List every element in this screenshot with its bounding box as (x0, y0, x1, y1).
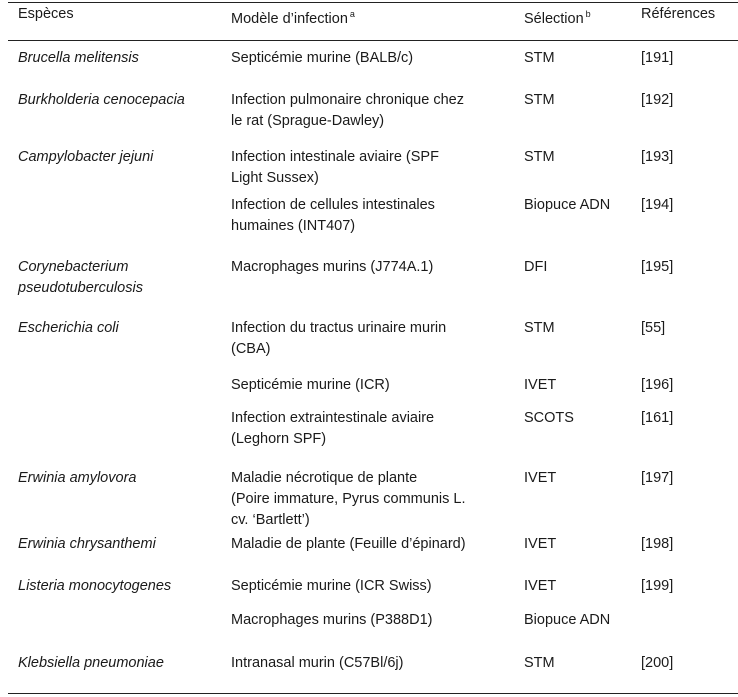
header-selection-note: b (585, 9, 591, 19)
header-species: Espèces (18, 6, 74, 22)
infection-model-cell: Infection pulmonaire chronique chez le rat (Sprague-Dawley) (231, 92, 464, 129)
species-cell: Listeria monocytogenes (18, 578, 172, 594)
species-cell: Burkholderia cenocepacia (18, 92, 185, 108)
species-cell: Erwinia chrysanthemi (18, 536, 156, 552)
infection-model-cell: Infection extraintestinale aviaire (Leghorn SPF) (231, 410, 435, 447)
selection-cell: STM (524, 149, 555, 165)
infection-model-cell: Macrophages murins (J774A.1) (231, 259, 434, 275)
infection-model-cell: Maladie de plante (Feuille d’épinard) (231, 536, 466, 552)
infection-model-cell: Septicémie murine (ICR) (231, 377, 390, 393)
header-model-note: a (349, 9, 355, 19)
reference-cell: [200] (641, 655, 674, 671)
reference-cell: [195] (641, 259, 674, 275)
selection-cell: DFI (524, 259, 548, 275)
selection-cell: IVET (524, 578, 557, 594)
selection-cell: STM (524, 92, 555, 108)
table-top-rule (8, 2, 738, 3)
reference-cell: [199] (641, 578, 674, 594)
header-references: Références (641, 6, 716, 22)
selection-cell: Biopuce ADN (524, 197, 611, 213)
table-bottom-rule (8, 693, 738, 694)
reference-cell: [198] (641, 536, 674, 552)
species-cell: Escherichia coli (18, 320, 119, 336)
reference-cell: [193] (641, 149, 674, 165)
reference-cell: [161] (641, 410, 674, 426)
selection-cell: STM (524, 50, 555, 66)
species-cell: Erwinia amylovora (18, 470, 137, 486)
header-model-label: Modèle d’infection (231, 11, 348, 27)
reference-cell: [192] (641, 92, 674, 108)
infection-model-cell: Septicémie murine (BALB/c) (231, 50, 414, 66)
species-cell: Brucella melitensis (18, 50, 139, 66)
infection-model-cell: Infection du tractus urinaire murin (CBA) (231, 320, 447, 357)
reference-cell: [197] (641, 470, 674, 486)
reference-cell: [191] (641, 50, 674, 66)
infection-model-cell: Infection intestinale aviaire (SPF Light Sussex) (231, 149, 439, 186)
species-cell: Klebsiella pneumoniae (18, 655, 164, 671)
selection-cell: IVET (524, 536, 557, 552)
infection-model-cell: Maladie nécrotique de plante (Poire immature, Pyrus communis L. cv. ‘Bartlett’) (231, 470, 466, 528)
header-model (231, 5, 355, 28)
header-selection (524, 5, 591, 28)
species-cell: Campylobacter jejuni (18, 149, 154, 165)
selection-cell: Biopuce ADN (524, 612, 611, 628)
header-selection-label: Sélection (524, 11, 584, 27)
selection-cell: STM (524, 655, 555, 671)
reference-cell: [194] (641, 197, 674, 213)
infection-model-cell: Macrophages murins (P388D1) (231, 612, 433, 628)
reference-cell: [196] (641, 377, 674, 393)
infection-model-cell: Intranasal murin (C57Bl/6j) (231, 655, 404, 671)
selection-cell: IVET (524, 377, 557, 393)
header-bottom-rule (8, 40, 738, 41)
selection-cell: IVET (524, 470, 557, 486)
infection-model-cell: Infection de cellules intestinales humaines (INT407) (231, 197, 435, 234)
selection-cell: SCOTS (524, 410, 574, 426)
reference-cell: [55] (641, 320, 666, 336)
selection-cell: STM (524, 320, 555, 336)
infection-model-cell: Septicémie murine (ICR Swiss) (231, 578, 432, 594)
species-cell: Corynebacterium pseudotuberculosis (18, 259, 143, 296)
